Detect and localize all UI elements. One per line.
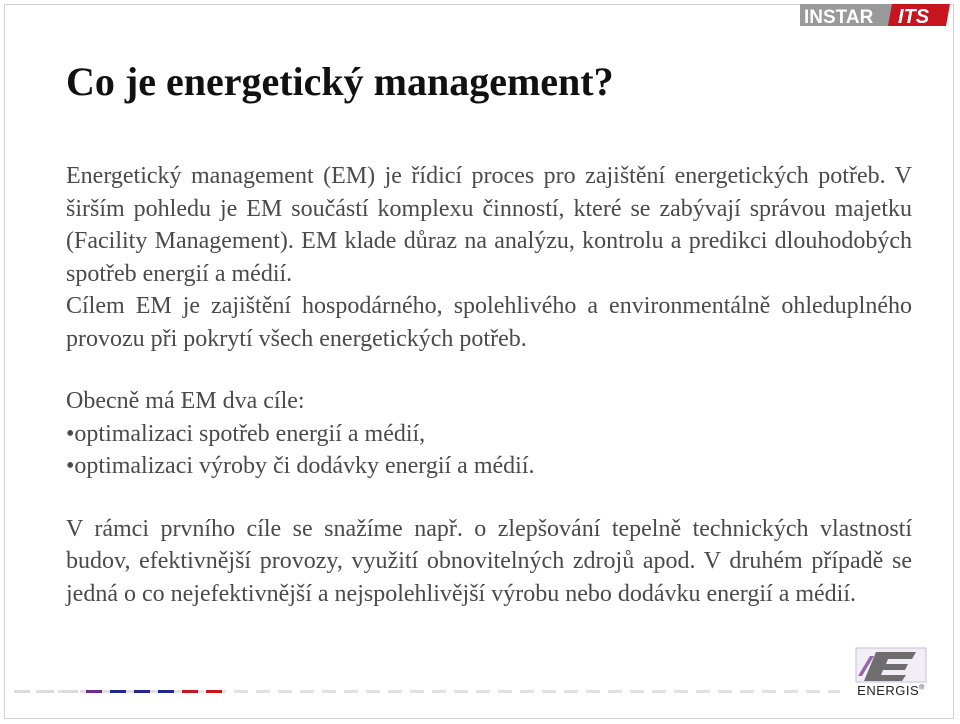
paragraph-goal: Cílem EM je zajištění hospodárného, spolehlivého a environmentálně ohleduplného provozu při pokrytí všech energetických potřeb. bbox=[66, 293, 912, 352]
its-logo-text: ITS bbox=[898, 6, 930, 28]
instar-its-logo bbox=[800, 2, 950, 32]
footer-dash-line bbox=[14, 690, 222, 696]
paragraph-two-goals: Obecně má EM dva cíle: bbox=[66, 388, 305, 414]
energis-logo-word: ENERGIS® bbox=[857, 683, 925, 698]
bullet-item: •optimalizaci výroby či dodávky energií a médií. bbox=[66, 453, 535, 479]
instar-logo-text: INSTAR bbox=[804, 7, 874, 28]
slide-body bbox=[66, 160, 912, 610]
slide-title: Co je energetický management? bbox=[66, 59, 614, 104]
bullet-item: •optimalizaci spotřeb energií a médií, bbox=[66, 420, 426, 447]
energis-e-icon bbox=[850, 646, 932, 684]
energis-logo bbox=[850, 646, 932, 698]
paragraph-examples: V rámci prvního cíle se snažíme např. o zlepšování tepelně technických vlastností budov, efektivnější provozy, využití obnovitelných zdrojů apod. V druhém případě se jedná o co nejefektivnější a nejspolehlivější výrobu nebo dodávku energií a médií. bbox=[66, 515, 912, 607]
paragraph-definition: Energetický management (EM) je řídicí proces pro zajištění energetických potřeb. V širším pohledu je EM součástí komplexu činností, které se zabývají správou majetku (Facility Management). EM klade důraz na analýzu, kontrolu a predikci dlouhodobých spotřeb energií a médií. bbox=[66, 163, 912, 287]
